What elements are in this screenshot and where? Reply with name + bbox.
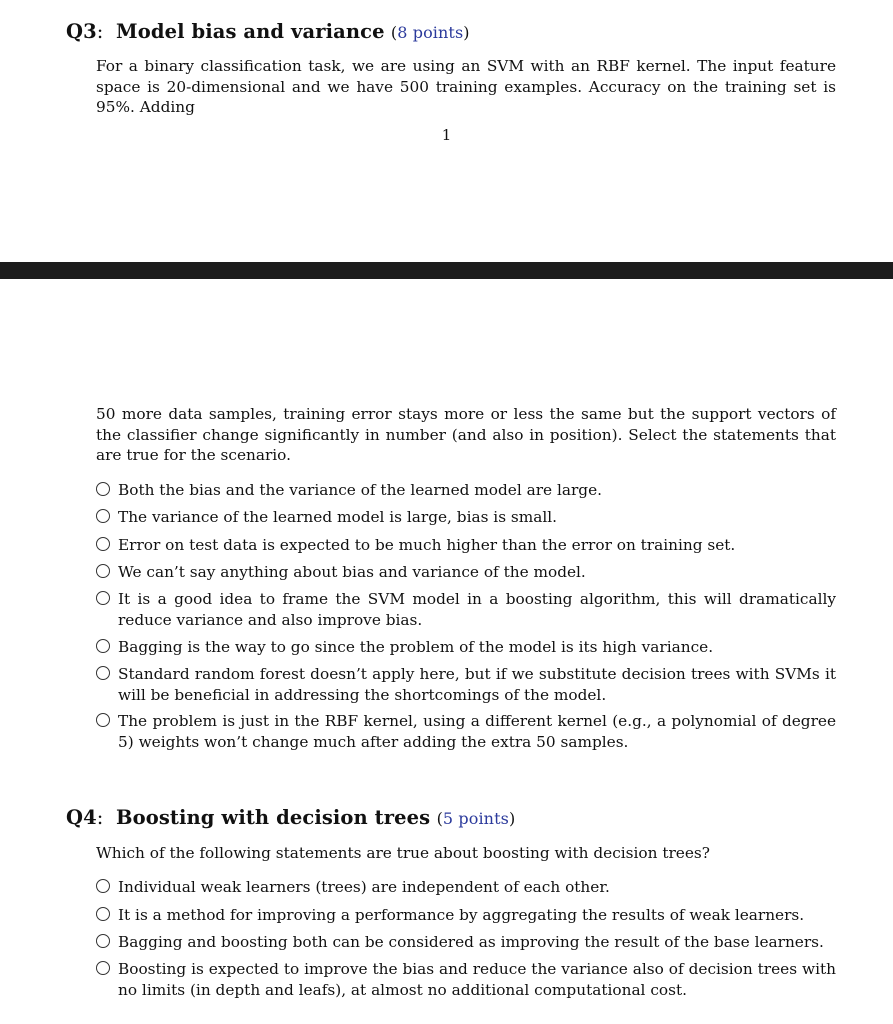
option-label: The problem is just in the RBF kernel, using a different kernel (e.g., a polynomial of degree 5) weights won’t change much after adding the extra 50 samples. [118,712,836,751]
radio-button-icon[interactable] [96,509,110,523]
q4-option-1[interactable] [96,877,836,898]
q3-number: Q3 [66,20,97,43]
option-label: It is a method for improving a performance by aggregating the results of weak learners. [118,906,805,924]
q3-intro: For a binary classification task, we are using an SVM with an RBF kernel. The input feature space is 20-dimensional and we have 500 training examples. Accuracy on the training set is 95%. Adding [96,57,836,116]
option-label: The variance of the learned model is large, bias is small. [118,508,558,526]
q3-option-8[interactable] [96,711,836,752]
radio-button-icon[interactable] [96,564,110,578]
radio-button-icon[interactable] [96,666,110,680]
option-label: Individual weak learners (trees) are independent of each other. [118,878,610,896]
radio-button-icon[interactable] [96,591,110,605]
option-label: Bagging is the way to go since the problem of the model is its high variance. [118,638,714,656]
q3-option-7[interactable] [96,664,836,705]
q4-option-4[interactable] [96,959,836,1000]
q4-option-2[interactable] [96,905,836,926]
radio-button-icon[interactable] [96,537,110,551]
q3-option-4[interactable] [96,562,836,583]
radio-button-icon[interactable] [96,907,110,921]
radio-button-icon[interactable] [96,639,110,653]
q4-heading: Q4: Boosting with decision trees (5 points) [66,806,516,829]
page-divider [0,262,893,279]
q3-option-1[interactable] [96,480,836,501]
q4-title: Boosting with decision trees [116,806,431,829]
option-label: Standard random forest doesn’t apply here, but if we substitute decision trees with SVMs it will be beneficial in addressing the shortcomings of the model. [118,665,836,704]
q3-option-2[interactable] [96,507,836,528]
q3-heading: Q3: Model bias and variance (8 points) [66,20,470,43]
q3-title: Model bias and variance [116,20,385,43]
page-top [0,0,893,262]
page-number: 1 [441,126,452,144]
radio-button-icon[interactable] [96,961,110,975]
q3-option-5[interactable] [96,589,836,630]
option-label: Error on test data is expected to be much higher than the error on training set. [118,536,736,554]
q3-option-6[interactable] [96,637,836,658]
q4-option-3[interactable] [96,932,836,953]
radio-button-icon[interactable] [96,482,110,496]
q4-points: 5 points [442,809,509,828]
q3-points: 8 points [397,23,464,42]
option-label: It is a good idea to frame the SVM model in a boosting algorithm, this will dramatically reduce variance and also improve bias. [118,590,836,629]
radio-button-icon[interactable] [96,934,110,948]
option-label: We can’t say anything about bias and variance of the model. [118,563,586,581]
q4-intro: Which of the following statements are true about boosting with decision trees? [96,844,710,862]
radio-button-icon[interactable] [96,879,110,893]
option-label: Boosting is expected to improve the bias and reduce the variance also of decision trees with no limits (in depth and leafs), at almost no additional computational cost. [118,960,836,999]
option-label: Both the bias and the variance of the learned model are large. [118,481,602,499]
q4-number: Q4 [66,806,97,829]
q3-option-3[interactable] [96,535,836,556]
radio-button-icon[interactable] [96,713,110,727]
option-label: Bagging and boosting both can be considered as improving the result of the base learners. [118,933,824,951]
q3-continued-text: 50 more data samples, training error stays more or less the same but the support vectors of the classifier change significantly in number (and also in position). Select the statements that are true for the scenario. [96,405,836,464]
